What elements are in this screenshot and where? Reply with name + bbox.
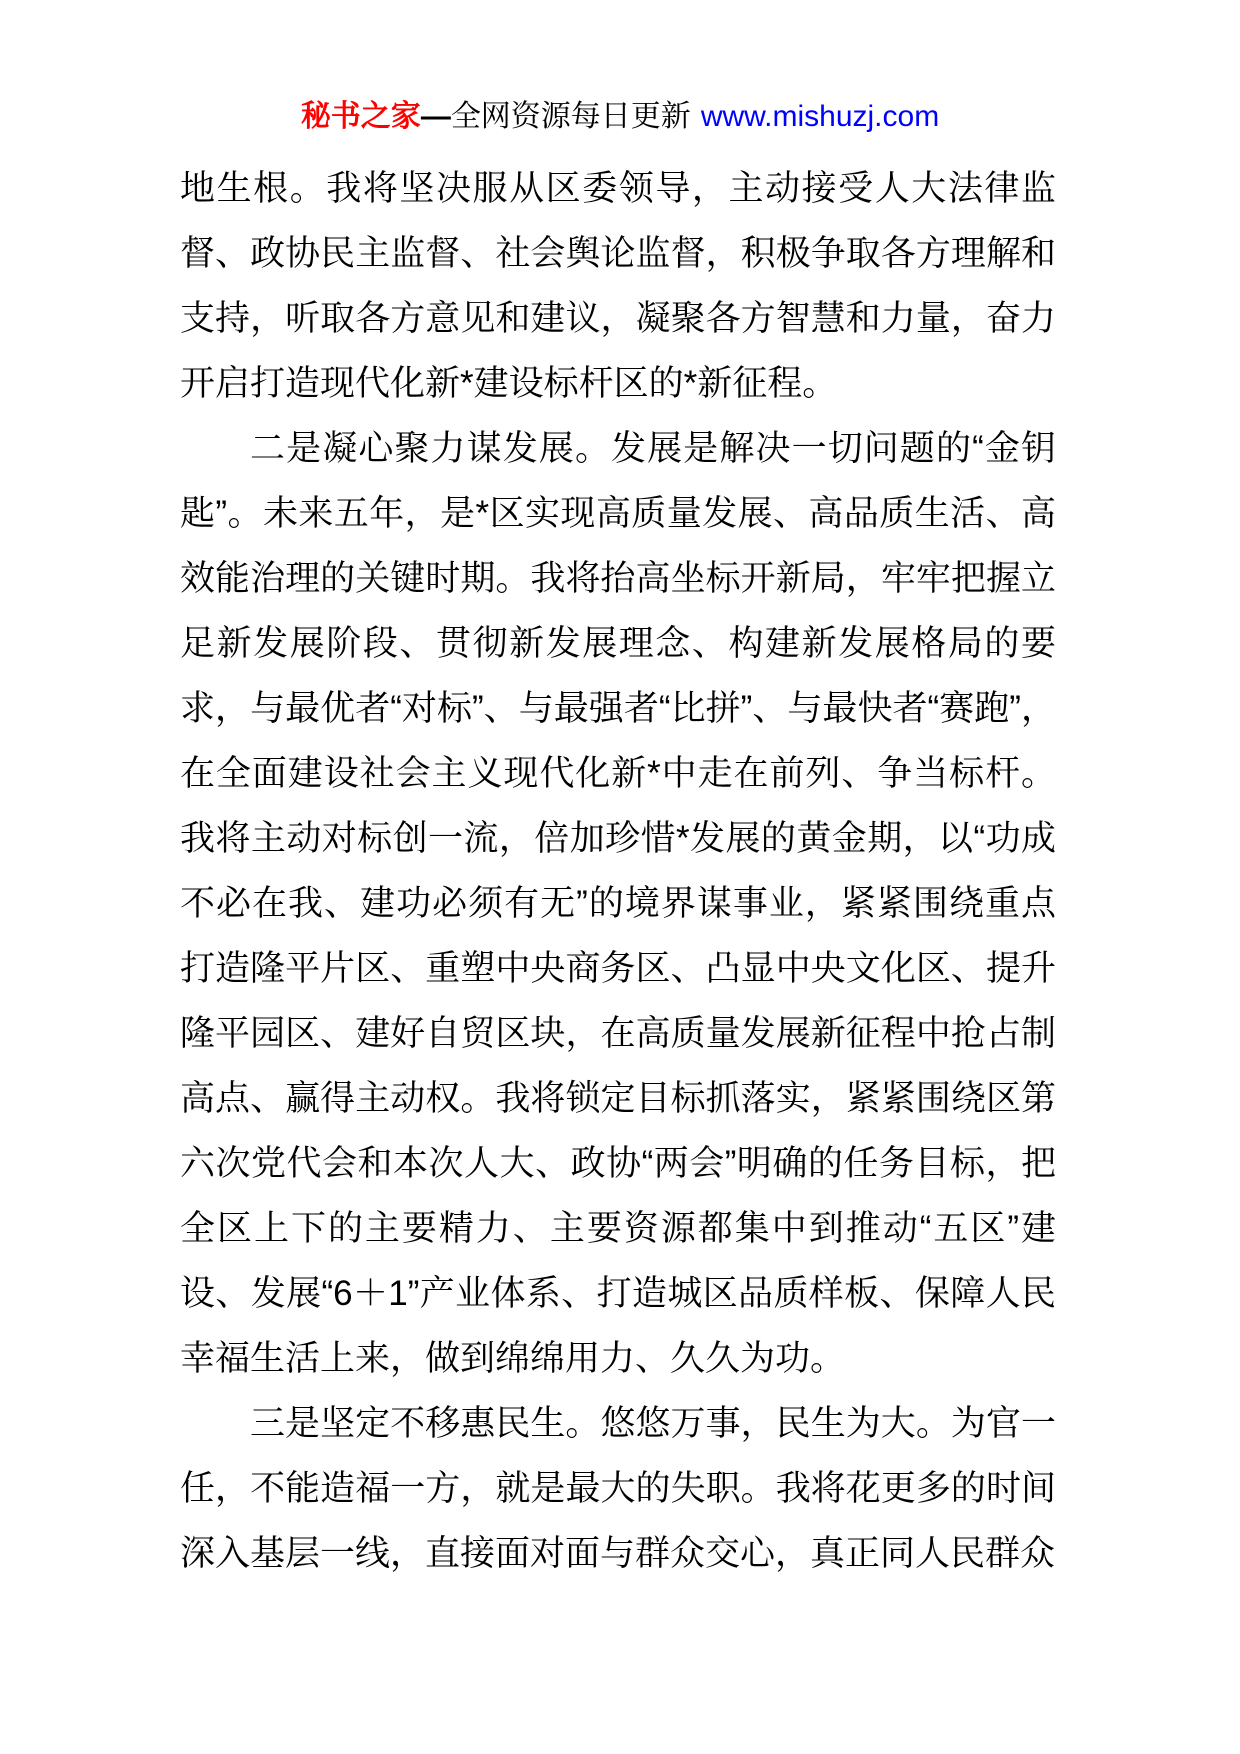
body-paragraph: 二是凝心聚力谋发展。发展是解决一切问题的“金钥匙”。未来五年，是*区实现高质量发展、高品质生活、高效能治理的关键时期。我将抬高坐标开新局，牢牢把握立足新发展阶段、贯彻新发展理念、构建新发展格局的要求，与最优者“对标”、与最强者“比拼”、与最快者“赛跑”，在全面建设社会主义现代化新*中走在前列、争当标杆。我将主动对标创一流，倍加珍惜*发展的黄金期，以“功成不必在我、建功必须有无”的境界谋事业，紧紧围绕重点打造隆平片区、重塑中央商务区、凸显中央文化区、提升隆平园区、建好自贸区块，在高质量发展新征程中抢占制高点、赢得主动权。我将锁定目标抓落实，紧紧围绕区第六次党代会和本次人大、政协“两会”明确的任务目标，把全区上下的主要精力、主要资源都集中到推动“五区”建设、发展“6＋1”产业体系、打造城区品质样板、保障人民幸福生活上来，做到绵绵用力、久久为功。 — [180, 429, 1056, 1378]
site-url-link[interactable]: www.mishuzj.com — [700, 100, 940, 133]
header-dash: — — [420, 100, 451, 133]
page-header — [0, 0, 1240, 138]
header-tagline: 全网资源每日更新 — [450, 100, 691, 133]
body-paragraph: 三是坚定不移惠民生。悠悠万事，民生为大。为官一任，不能造福一方，就是最大的失职。我将花更多的时间深入基层一线，直接面对面与群众交心，真正同人民群众 — [180, 1404, 1056, 1573]
site-name: 秘书之家 — [300, 100, 421, 133]
body-paragraph: 地生根。我将坚决服从区委领导，主动接受人大法律监督、政协民主监督、社会舆论监督，积极争取各方理解和支持，听取各方意见和建议，凝聚各方智慧和力量，奋力开启打造现代化新*建设标杆区的*新征程。 — [180, 169, 1056, 403]
document-body — [180, 156, 1056, 1586]
